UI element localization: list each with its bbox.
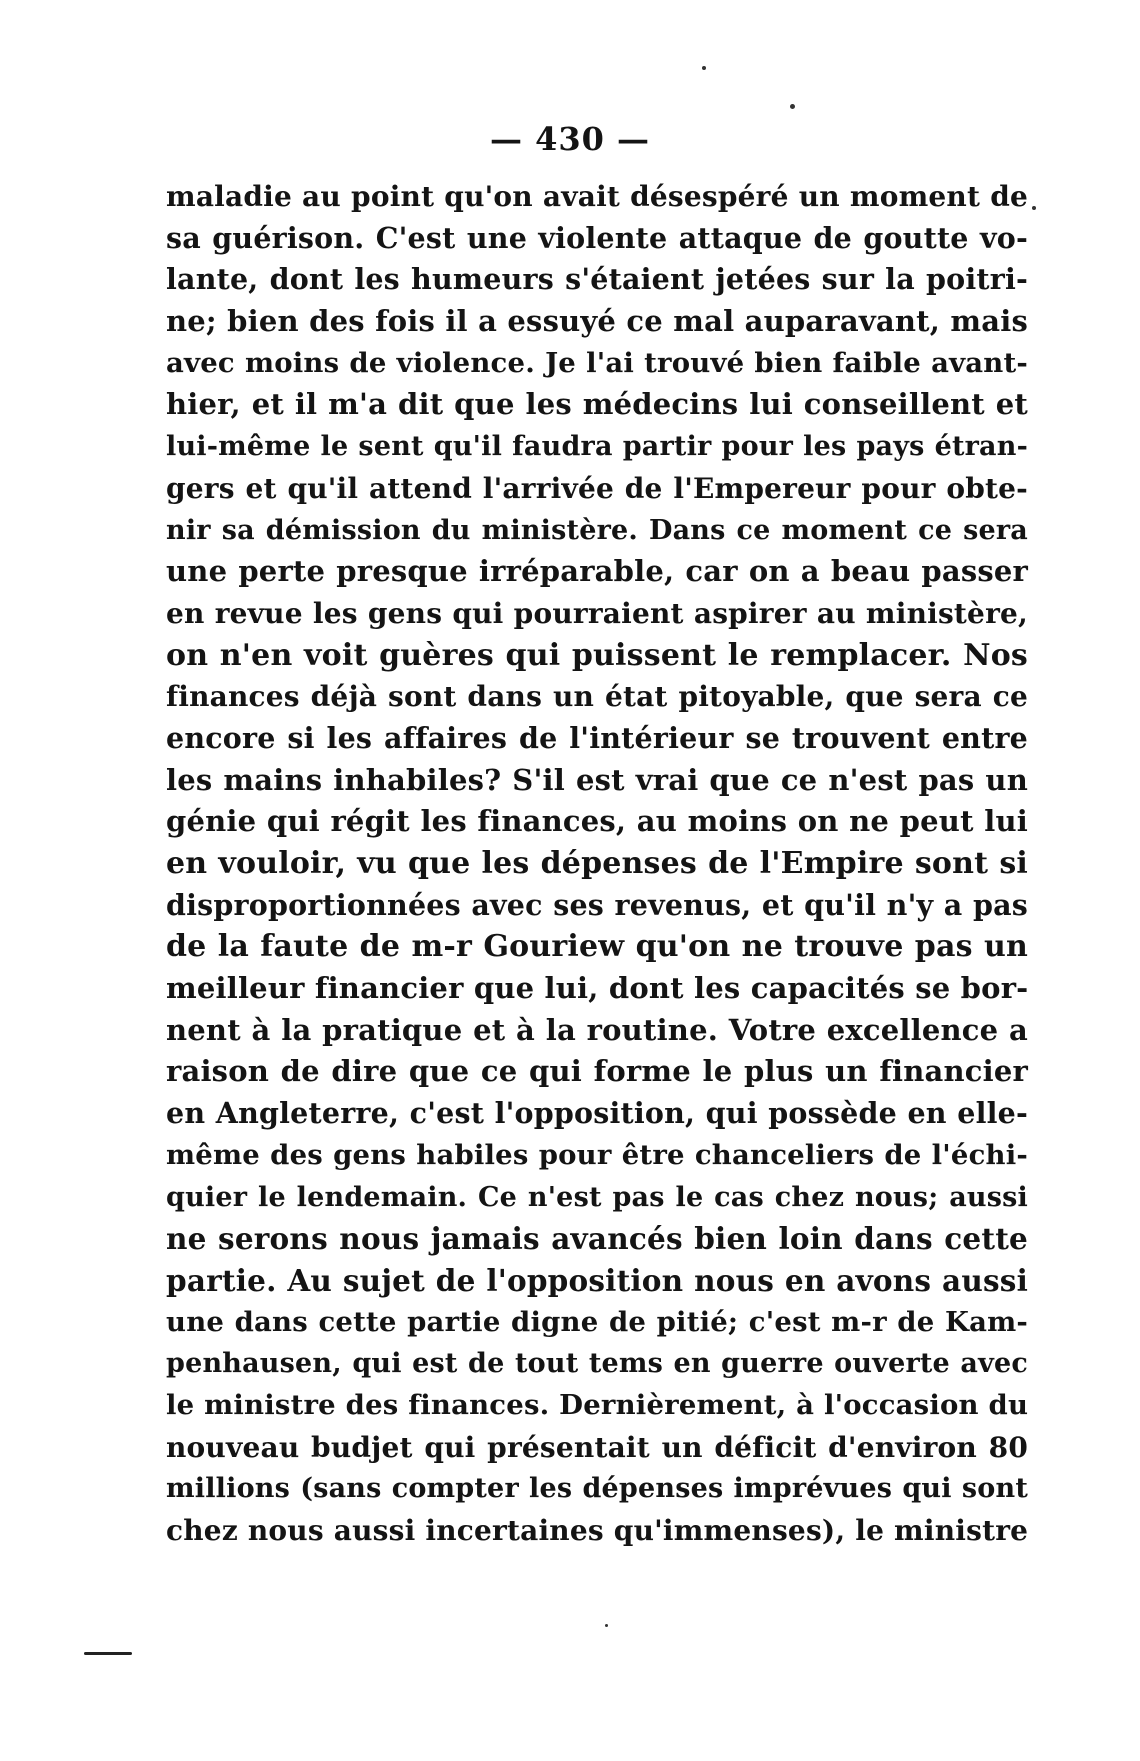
text-line: disproportionnées avec ses revenus, et qu'il n'y a pas: [166, 887, 1028, 922]
text-line: en Angleterre, c'est l'opposition, qui possède en elle-: [166, 1096, 1028, 1131]
text-line: avec moins de violence. Je l'ai trouvé bien faible avant-: [166, 346, 1028, 379]
text-line: une dans cette partie digne de pitié; c'est m-r de Kam-: [166, 1305, 1028, 1338]
text-line: finances déjà sont dans un état pitoyable, que sera ce: [166, 680, 1028, 714]
text-line: ne serons nous jamais avancés bien loin dans cette: [166, 1221, 1028, 1257]
text-line: génie qui régit les finances, au moins on ne peut lui: [166, 804, 1028, 839]
scan-speck: [702, 66, 706, 70]
margin-rule: [84, 1652, 132, 1655]
text-line: une perte presque irréparable, car on a beau passer: [166, 554, 1028, 589]
text-line: lante, dont les humeurs s'étaient jetées sur la poitri-: [166, 262, 1028, 297]
text-line: on n'en voit guères qui puissent le remplacer. Nos: [166, 637, 1028, 673]
text-line: lui-même le sent qu'il faudra partir pour les pays étran-: [166, 431, 1028, 463]
text-line: millions (sans compter les dépenses imprévues qui sont: [166, 1473, 1028, 1505]
text-line: chez nous aussi incertaines qu'immenses), le ministre: [166, 1514, 1029, 1547]
text-line: raison de dire que ce qui forme le plus un financier: [166, 1054, 1028, 1089]
scan-speck: [605, 1624, 608, 1627]
text-line: en vouloir, vu que les dépenses de l'Empire sont si: [166, 846, 1028, 881]
text-line: gers et qu'il attend l'arrivée de l'Empereur pour obte-: [166, 471, 1028, 505]
text-line: sa guérison. C'est une violente attaque de goutte vo-: [166, 220, 1028, 255]
text-line: maladie au point qu'on avait désespéré un moment de: [166, 180, 1028, 213]
text-line: les mains inhabiles? S'il est vrai que ce n'est pas un: [166, 762, 1028, 797]
scan-speck: [790, 104, 795, 109]
body-text: [166, 176, 1028, 1552]
text-line: penhausen, qui est de tout tems en guerre ouverte avec: [166, 1348, 1028, 1380]
page-number: — 430 —: [489, 120, 651, 158]
scan-speck: [1032, 206, 1036, 210]
text-line: même des gens habiles pour être chanceliers de l'échi-: [166, 1138, 1028, 1171]
text-line: hier, et il m'a dit que les médecins lui conseillent et: [166, 387, 1028, 422]
text-line: de la faute de m-r Gouriew qu'on ne trouve pas un: [166, 929, 1028, 965]
text-line: encore si les affaires de l'intérieur se trouvent entre: [166, 720, 1028, 755]
text-line: nir sa démission du ministère. Dans ce moment ce sera: [166, 514, 1028, 546]
text-line: meilleur financier que lui, dont les capacités se bor-: [166, 971, 1029, 1006]
text-line: le ministre des finances. Dernièrement, à l'occasion du: [166, 1388, 1029, 1421]
text-line: partie. Au sujet de l'opposition nous en avons aussi: [166, 1262, 1028, 1298]
text-line: quier le lendemain. Ce n'est pas le cas chez nous; aussi: [166, 1181, 1028, 1213]
text-line: ne; bien des fois il a essuyé ce mal auparavant, mais: [166, 304, 1028, 339]
text-line: nouveau budjet qui présentait un déficit d'environ 80: [166, 1430, 1028, 1464]
text-line: en revue les gens qui pourraient aspirer au ministère,: [166, 596, 1028, 630]
text-line: nent à la pratique et à la routine. Votre excellence a: [166, 1012, 1028, 1047]
